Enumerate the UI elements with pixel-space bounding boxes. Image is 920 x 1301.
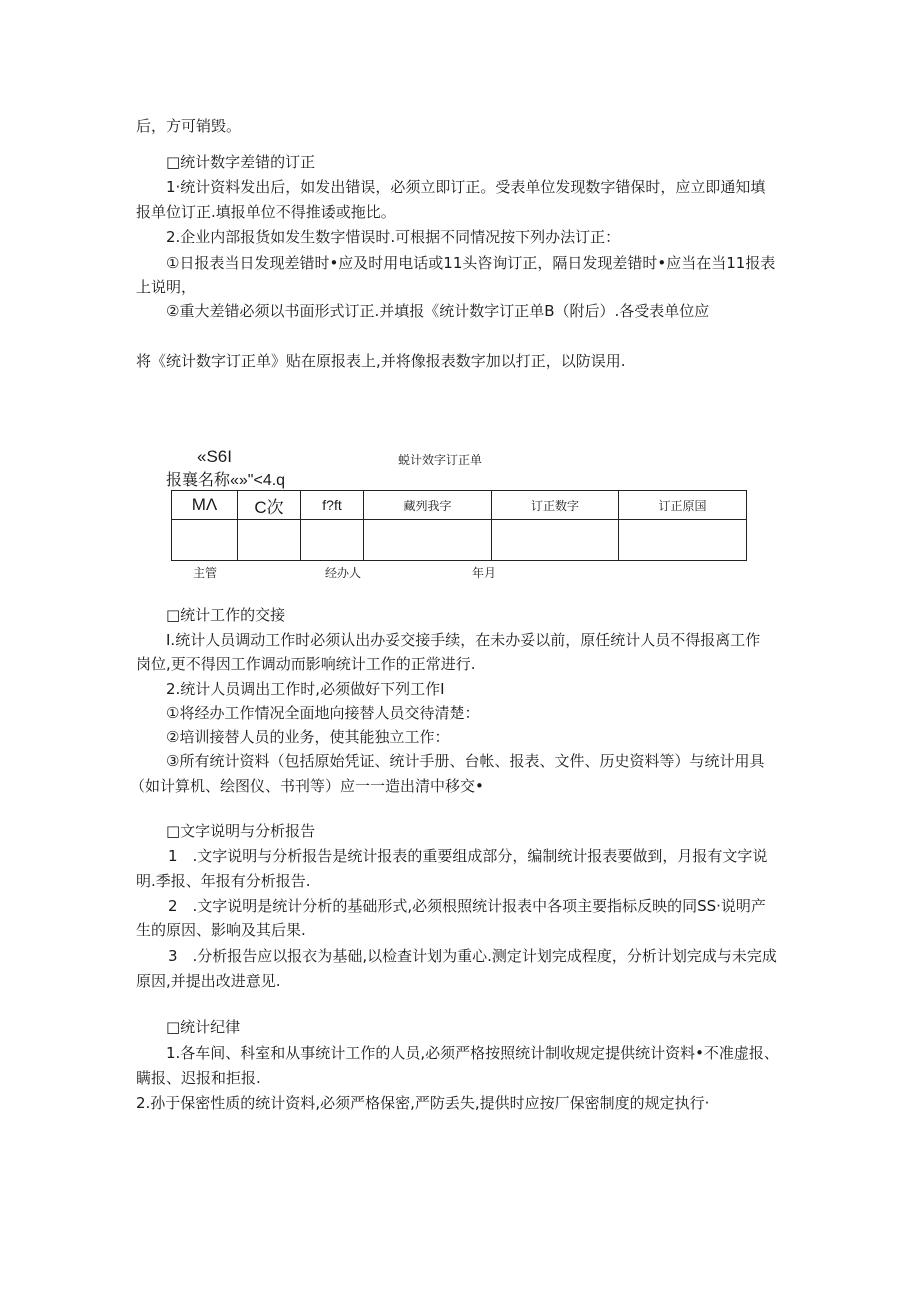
- header-cell: 藏列我字: [364, 491, 492, 520]
- table-cell: [172, 520, 238, 561]
- paragraph-line: ②培训接替人员的业务，使其能独立工作：: [166, 728, 450, 746]
- footer-supervisor: 主管: [193, 566, 218, 580]
- paragraph-line: 将《统计数字订正单》贴在原报表上,并将像报表数字加以打正，以防误用.: [136, 352, 626, 370]
- paragraph-line: ①日报表当日发现差错时•应及时用电话或11头咨询订正，隔日发现差错时•应当在当11报表: [166, 254, 776, 272]
- header-cell: MΛ: [172, 491, 238, 520]
- paragraph-line: 上说明，: [136, 278, 197, 296]
- header-cell: 订正原国: [619, 491, 747, 520]
- correction-form-table: [171, 490, 747, 561]
- paragraph-line: 报单位订正.填报单位不得推诿或拖比。: [136, 203, 396, 221]
- form-code: «S6I: [197, 447, 232, 466]
- paragraph-line: 1 .文字说明与分析报告是统计报表的重要组成部分，编制统计报表要做到，月报有文字说: [168, 847, 768, 865]
- paragraph-line: 原因,并提出改进意见.: [136, 972, 281, 990]
- table-cell: [619, 520, 747, 561]
- section-heading: □统计纪律: [166, 1018, 241, 1036]
- header-cell: C次: [238, 491, 301, 520]
- form-report-name: [166, 471, 285, 491]
- table-row: [172, 520, 747, 561]
- table-cell: [492, 520, 619, 561]
- footer-handler: 经办人: [325, 566, 362, 580]
- paragraph-line: 2 .文字说明是统计分析的基础形式,必须根照统计报表中各项主要指标反映的同SS·说明产: [168, 897, 766, 915]
- paragraph-line: 岗位,更不得因工作调动而影响统计工作的正常进行.: [136, 655, 476, 673]
- paragraph-line: ③所有统计资料（包括原始凭证、统计手册、台帐、报表、文件、历史资料等）与统计用具: [166, 752, 765, 770]
- section-heading: □文字说明与分析报告: [166, 822, 316, 840]
- header-cell: 订正数字: [492, 491, 619, 520]
- paragraph-line: ②重大差错必须以书面形式订正.并填报《统计数字订正单B（附后）.各受表单位应: [166, 302, 710, 320]
- table-cell: [364, 520, 492, 561]
- paragraph-line: 3 .分析报告应以报衣为基础,以检查计划为重心.测定计划完成程度，分析计划完成与未完成: [168, 947, 777, 965]
- section-heading: □统计工作的交接: [166, 606, 286, 624]
- form-title: 蜕计效字订正单: [398, 453, 483, 467]
- paragraph-line: I.统计人员调动工作时必须认出办妥交接手续，在未办妥以前，原任统计人员不得报离工作: [166, 631, 761, 649]
- table-cell: [238, 520, 301, 561]
- table-header-row: [172, 491, 747, 520]
- paragraph-line: ①将经办工作情况全面地向接替人员交待清楚：: [166, 704, 480, 722]
- paragraph-line: 1·统计资料发出后，如发出错误，必须立即订正。受表单位发现数字错保时，应立即通知填: [166, 178, 766, 196]
- table-cell: [301, 520, 364, 561]
- paragraph-line: 1.各车间、科室和从事统计工作的人员,必须严格按照统计制收规定提供统计资料•不准虚报、: [166, 1044, 779, 1062]
- paragraph-line: 明.季报、年报有分析报告.: [136, 872, 311, 890]
- paragraph-line: 2.企业内部报货如发生数字惜误时.可根据不同情况按下列办法订正：: [166, 228, 621, 246]
- paragraph-line: 2.孙于保密性质的统计资料,必须严格保密,严防丢失,提供时应按厂保密制度的规定执行·: [136, 1094, 710, 1112]
- paragraph-line: 后，方可销毁。: [136, 117, 242, 135]
- section-heading: □统计数字差错的订正: [166, 153, 316, 171]
- footer-date: 年月: [472, 566, 497, 580]
- paragraph-line: 瞒报、迟报和拒报.: [136, 1069, 261, 1087]
- paragraph-line: （如计算机、绘图仪、书刊等）应一一造出清中移交•: [130, 777, 484, 795]
- paragraph-line: 2.统计人员调出工作时,必须做好下列工作I: [166, 680, 445, 698]
- header-cell: f?ft: [301, 491, 364, 520]
- report-name-label: 报襄名称«»"<4.q: [166, 472, 286, 489]
- paragraph-line: 生的原因、影响及其后果.: [136, 921, 306, 939]
